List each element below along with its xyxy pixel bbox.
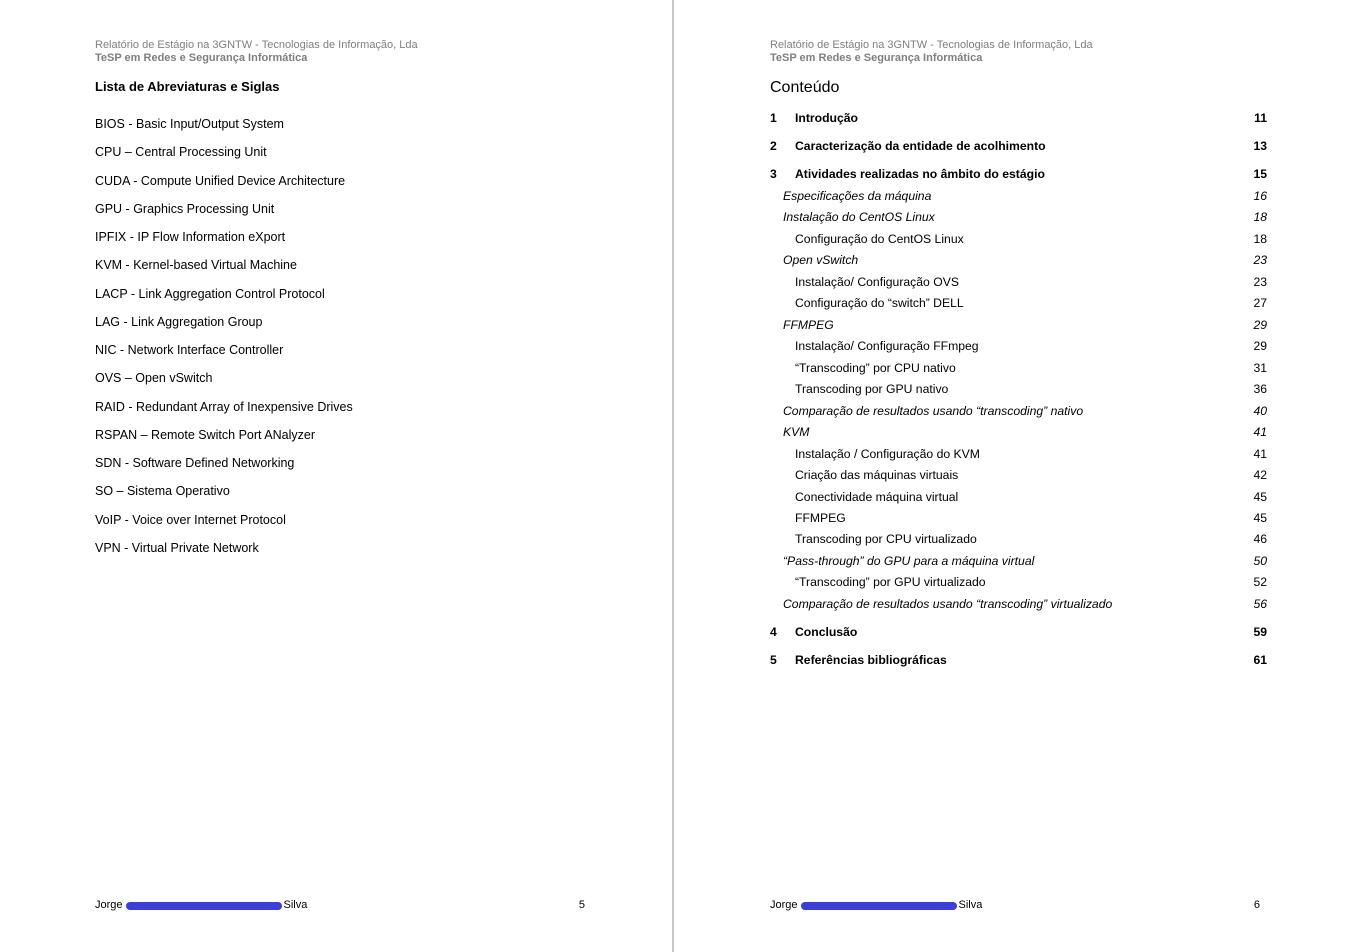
toc-entry-number: 2 [770, 139, 777, 153]
toc-entry-text: Conclusão [795, 625, 858, 639]
toc-entry-text: Instalação/ Configuração OVS [795, 275, 959, 289]
toc-entry-number: 4 [770, 625, 777, 639]
page-header [95, 39, 418, 65]
toc-entry-page: 45 [1253, 490, 1267, 504]
header-course: TeSP em Redes e Segurança Informática [95, 52, 308, 64]
toc-entry-text: “Transcoding” por GPU virtualizado [795, 575, 986, 589]
page-right [675, 0, 1347, 952]
toc-entry-text: Comparação de resultados usando “transcoding” nativo [783, 404, 1084, 418]
toc-entry-page: 15 [1253, 167, 1267, 181]
redaction-bar [801, 902, 957, 910]
abbreviation-item: CPU – Central Processing Unit [95, 145, 267, 160]
toc-entry-text: Atividades realizadas no âmbito do estágio [795, 167, 1045, 181]
toc-entry-page: 41 [1253, 425, 1267, 439]
abbreviation-item: VPN - Virtual Private Network [95, 540, 259, 555]
toc-entry-page: 16 [1253, 189, 1267, 203]
toc-entry-text: Especificações da máquina [783, 189, 932, 203]
redaction-bar [126, 902, 282, 910]
abbreviation-item: VoIP - Voice over Internet Protocol [95, 512, 286, 527]
toc-entry-page: 42 [1253, 468, 1267, 482]
header-report-title: Relatório de Estágio na 3GNTW - Tecnologias de Informação, Lda [95, 39, 418, 51]
toc-entry-text: Configuração do CentOS Linux [795, 232, 964, 246]
abbreviation-item: LAG - Link Aggregation Group [95, 314, 263, 329]
abbreviation-item: CUDA - Compute Unified Device Architecture [95, 173, 346, 188]
author-last-name: Silva [283, 899, 308, 911]
footer-author [770, 899, 1260, 912]
toc-entry-page: 23 [1253, 253, 1267, 267]
abbreviation-item: OVS – Open vSwitch [95, 371, 213, 386]
toc-entry-text: KVM [783, 425, 810, 439]
toc-entry-page: 45 [1253, 511, 1267, 525]
abbreviation-item: RAID - Redundant Array of Inexpensive Drives [95, 399, 353, 414]
toc-entry-text: FFMPEG [795, 511, 846, 525]
toc-entry-text: FFMPEG [783, 318, 834, 332]
toc-entry-page: 61 [1253, 653, 1267, 667]
toc-entry-text: Criação das máquinas virtuais [795, 468, 959, 482]
toc-entry-text: Conectividade máquina virtual [795, 490, 959, 504]
toc-entry-text: Open vSwitch [783, 253, 859, 267]
toc-entry-number: 5 [770, 653, 777, 667]
toc-entry-page: 29 [1253, 339, 1267, 353]
toc-entry-page: 41 [1253, 447, 1267, 461]
abbreviation-item: BIOS - Basic Input/Output System [95, 117, 284, 131]
abbreviations-list [95, 116, 353, 568]
toc-entry-number: 1 [770, 111, 777, 125]
toc-entry-page: 31 [1253, 361, 1267, 375]
page-footer [95, 899, 585, 912]
toc-entry-page: 50 [1253, 554, 1267, 568]
author-first-name: Jorge [770, 899, 798, 911]
page-header [770, 39, 1093, 65]
abbreviation-item: NIC - Network Interface Controller [95, 343, 284, 357]
toc-entry-page: 11 [1254, 111, 1267, 125]
abbreviations-title: Lista de Abreviaturas e Siglas [95, 79, 280, 94]
toc-entry-text: Instalação do CentOS Linux [783, 210, 935, 224]
toc-entry-page: 27 [1253, 296, 1267, 310]
page-divider [672, 0, 674, 952]
toc-entry-text: Configuração do “switch” DELL [795, 296, 964, 310]
toc-entry-page: 23 [1253, 275, 1267, 289]
toc-entry-text: Introdução [795, 111, 858, 125]
toc-entry-page: 18 [1253, 210, 1267, 224]
toc-entry-text: Transcoding por GPU nativo [795, 382, 949, 396]
toc-entry-text: Caracterização da entidade de acolhimento [795, 139, 1046, 153]
toc-entry-page: 56 [1253, 597, 1267, 611]
toc-entry-text: Transcoding por CPU virtualizado [795, 532, 977, 546]
toc-entry-page: 29 [1253, 318, 1267, 332]
page-footer [770, 899, 1260, 912]
toc-entry-page: 13 [1253, 139, 1267, 153]
toc-entry-page: 40 [1253, 404, 1267, 418]
abbreviation-item: RSPAN – Remote Switch Port ANalyzer [95, 427, 315, 442]
abbreviation-item: SO – Sistema Operativo [95, 484, 230, 499]
header-report-title: Relatório de Estágio na 3GNTW - Tecnologias de Informação, Lda [770, 39, 1093, 51]
toc-entry-text: “Transcoding” por CPU nativo [795, 361, 956, 375]
toc-title: Conteúdo [770, 79, 840, 96]
toc-entry-text: Referências bibliográficas [795, 653, 947, 667]
abbreviation-item: KVM - Kernel-based Virtual Machine [95, 258, 297, 273]
page-left [0, 0, 672, 952]
page-number: 5 [578, 899, 585, 911]
author-last-name: Silva [958, 899, 983, 911]
page-number: 6 [1253, 899, 1260, 911]
header-course: TeSP em Redes e Segurança Informática [770, 52, 983, 64]
abbreviation-item: IPFIX - IP Flow Information eXport [95, 230, 286, 244]
toc-entry-number: 3 [770, 167, 777, 181]
footer-author [95, 899, 585, 912]
toc-entry-text: Comparação de resultados usando “transcoding” virtualizado [783, 597, 1113, 611]
toc-entry-text: “Pass-through” do GPU para a máquina virtual [783, 554, 1035, 568]
toc-entry-page: 36 [1253, 382, 1267, 396]
author-first-name: Jorge [95, 899, 123, 911]
abbreviation-item: LACP - Link Aggregation Control Protocol [95, 286, 325, 301]
toc-entry-text: Instalação / Configuração do KVM [795, 447, 980, 461]
abbreviation-item: SDN - Software Defined Networking [95, 456, 295, 470]
toc-entry-page: 46 [1253, 532, 1267, 546]
abbreviation-item: GPU - Graphics Processing Unit [95, 201, 275, 216]
toc-entry-page: 52 [1253, 575, 1267, 589]
toc-entry-page: 18 [1253, 232, 1267, 246]
toc-entry-page: 59 [1253, 625, 1267, 639]
toc-entry-text: Instalação/ Configuração FFmpeg [795, 339, 979, 353]
